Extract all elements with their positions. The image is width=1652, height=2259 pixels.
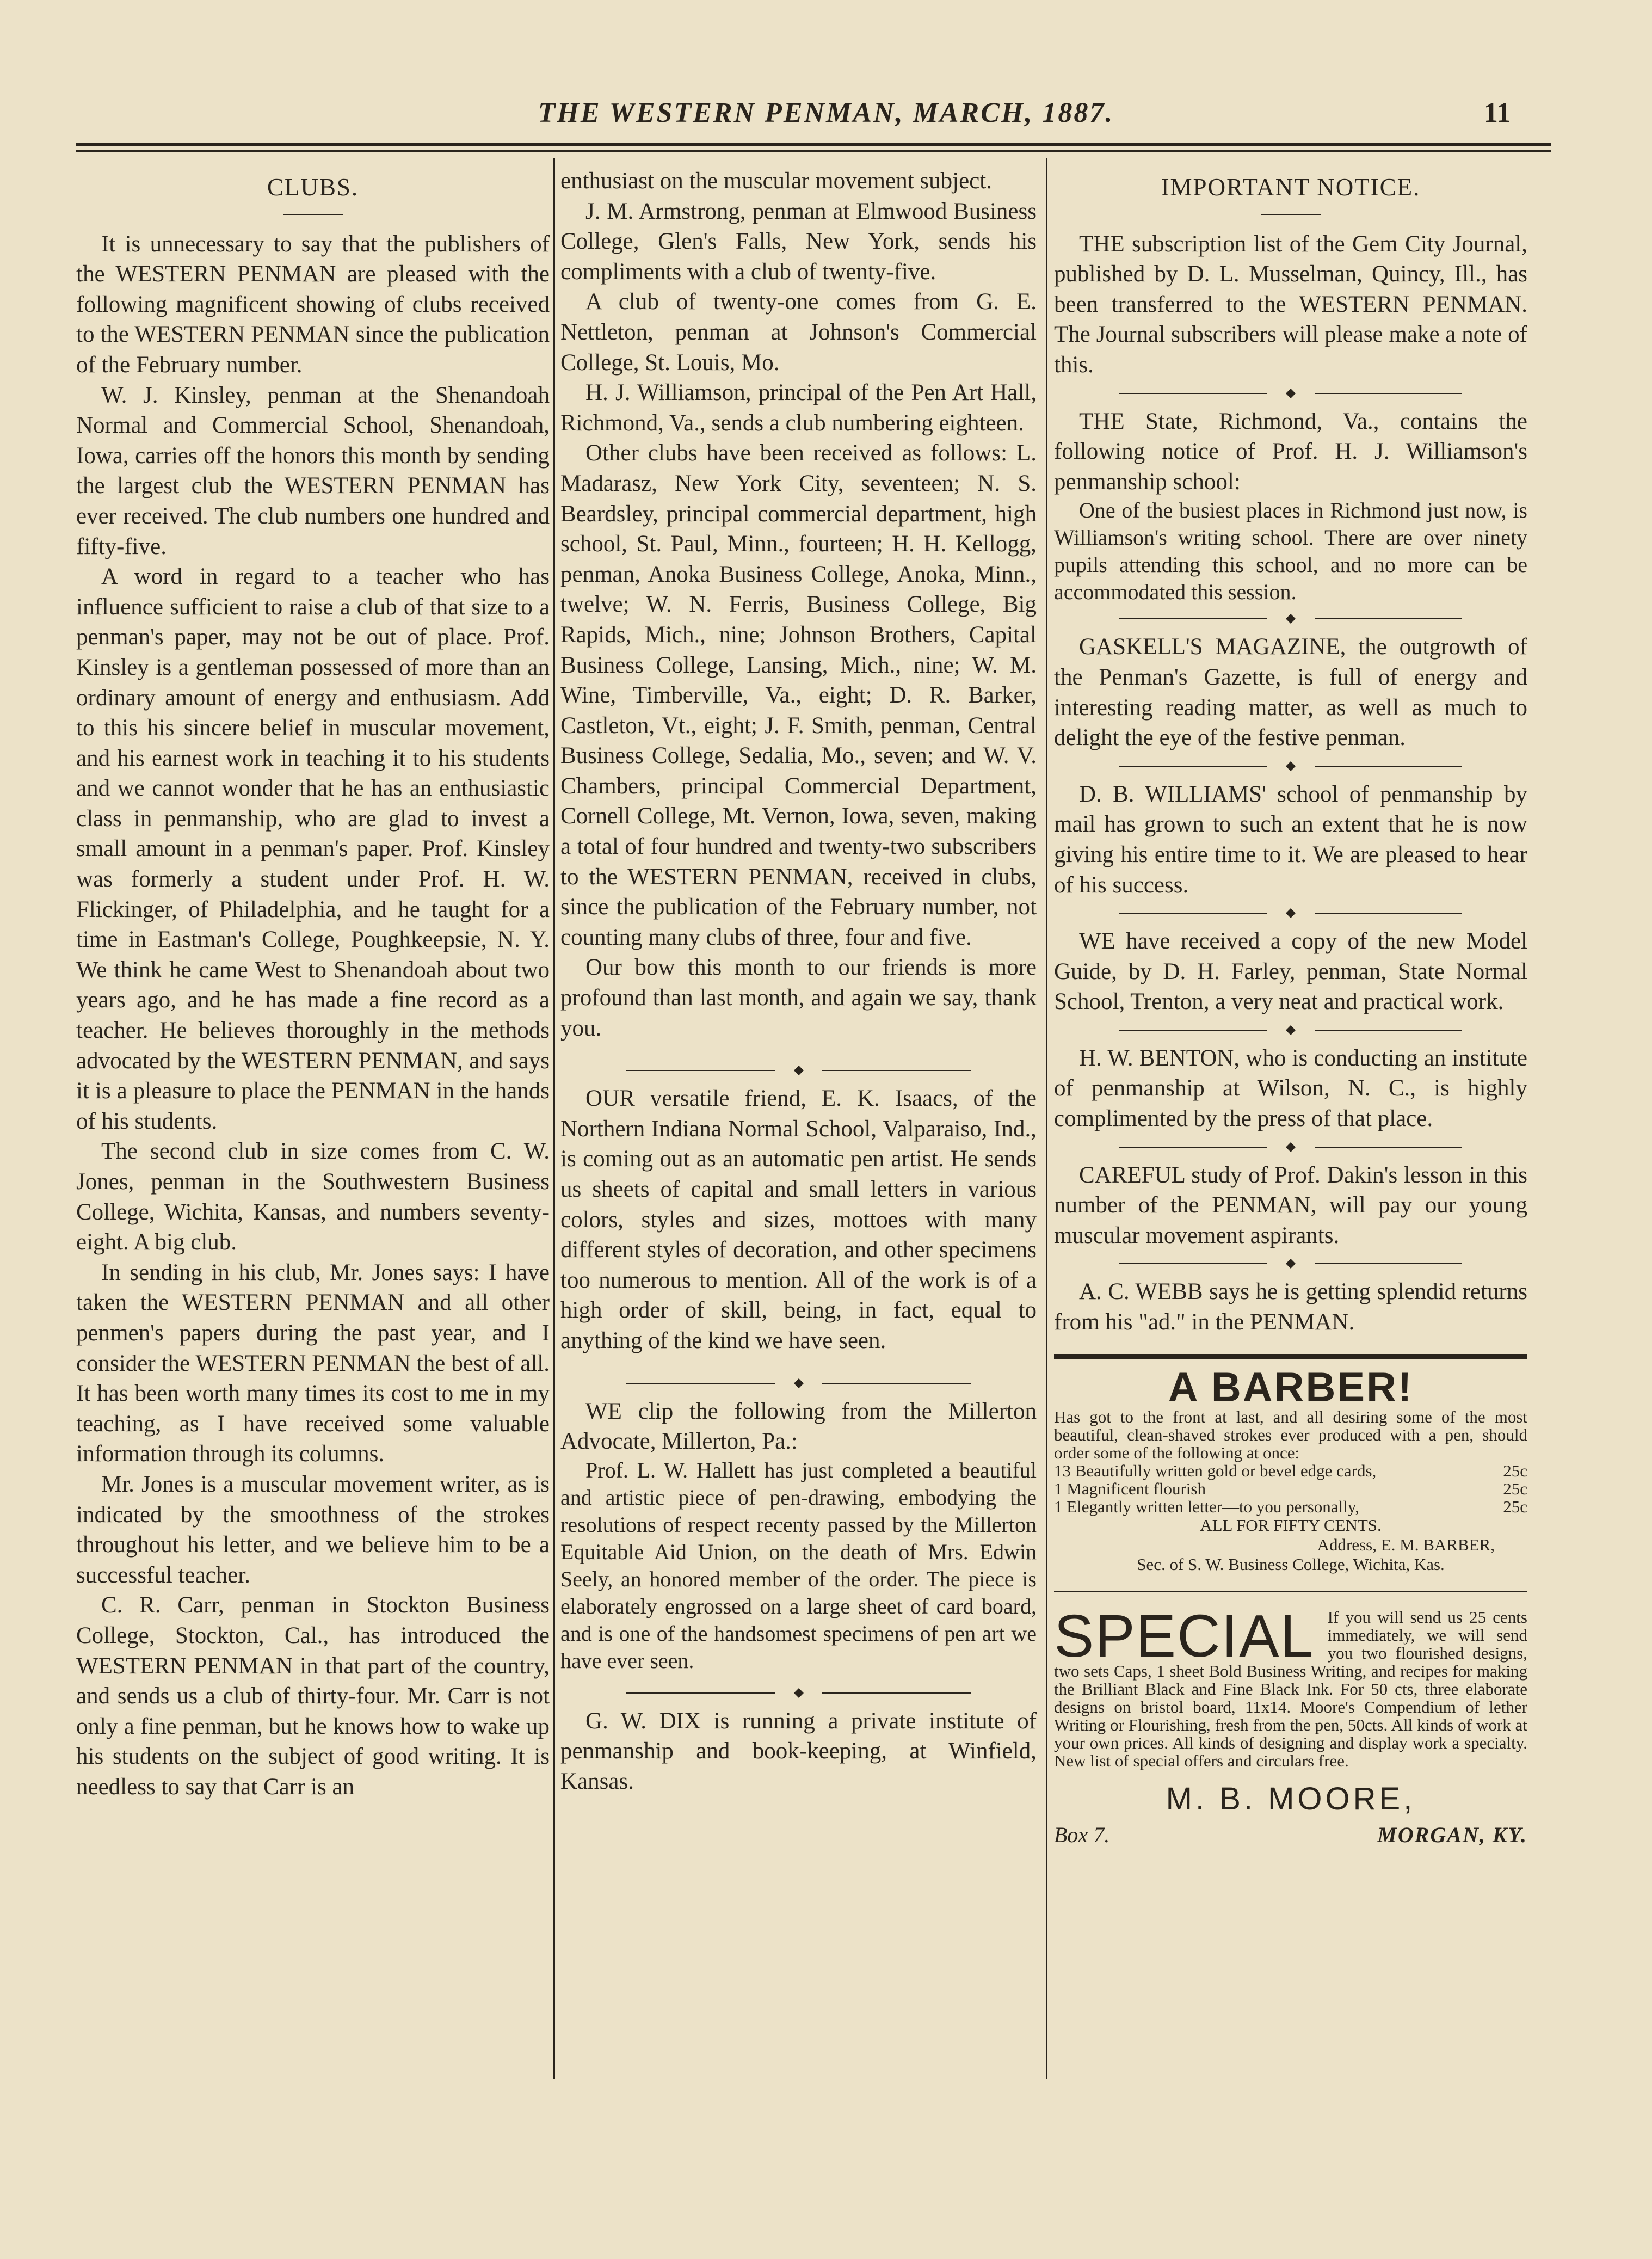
barber-ad-item — [1054, 1462, 1527, 1480]
state-quote: One of the busiest places in Richmond just now, is Williamson's writing school. There are over ninety pupils attending this school, and no more can be accommodated this session. — [1054, 498, 1527, 605]
special-ad-address — [1054, 1820, 1527, 1850]
clubs-paragraph: enthusiast on the muscular movement subject. — [560, 168, 992, 194]
clubs-paragraph: Mr. Jones is a muscular movement writer, as is indicated by the smoothness of the strokes throughout his letter, and we believe him to be a successful teacher. — [76, 1471, 550, 1588]
ornament-separator — [1054, 606, 1527, 632]
dix-paragraph: G. W. DIX is running a private institute of penmanship and book-keeping, at Winfield, Kansas. — [560, 1708, 1037, 1794]
special-ad-box: Box 7. — [1054, 1822, 1110, 1847]
clip-intro-paragraph: WE clip the following from the Millerton Advocate, Millerton, Pa.: — [560, 1398, 1037, 1455]
ornament-separator — [560, 1057, 1037, 1084]
diamond-ornament-icon — [1285, 387, 1297, 399]
clubs-paragraph: Our bow this month to our friends is more profound than last month, and again we say, thank you. — [560, 955, 1037, 1041]
farley-paragraph: WE have received a copy of the new Model Guide, by D. H. Farley, penman, State Normal School, Trenton, a very neat and practical work. — [1054, 928, 1527, 1015]
ornament-separator — [1054, 900, 1527, 926]
ornament-separator — [1054, 753, 1527, 779]
clubs-paragraph: H. J. Williamson, principal of the Pen Art Hall, Richmond, Va., sends a club numbering eighteen. — [560, 380, 1037, 436]
barber-ad-address: Address, E. M. BARBER, — [1317, 1535, 1495, 1555]
diamond-ornament-icon — [793, 1064, 805, 1076]
header-rule-thick — [76, 143, 1551, 146]
clip-quote-paragraph: Prof. L. W. Hallett has just completed a beautiful and artistic piece of pen-drawing, embodying the resolutions of respect recenty passed by the Millerton Equitable Aid Union, on the death of Mrs. Edwin Seely, an honored member of the order. The piece is elaborately engrossed on a large sheet of card board, and is one of the handsomest specimens of pen art we have ever seen. — [560, 1457, 1037, 1673]
barber-ad-address-line-2: Sec. of S. W. Business College, Wichita, Kas. — [1137, 1555, 1445, 1574]
isaacs-paragraph: OUR versatile friend, E. K. Isaacs, of the Northern Indiana Normal School, Valparaiso, Ind., is coming out as an automatic pen artist. He sends us sheets of capital and small letters in various colors, styles and sizes, mottoes with many different styles of decoration, and other specimens too numerous to mention. All of the work is of a high order of skill, being, in fact, equal to anything of the kind we have seen. — [560, 1086, 1037, 1353]
clubs-paragraph: In sending in his club, Mr. Jones says: I have taken the WESTERN PENMAN and all other penmen's papers during the past year, and I consider the WESTERN PENMAN the best of all. It has been worth many times its cost to me in my teaching, as I have received some valuable information through its columns. — [76, 1259, 550, 1467]
clubs-heading: CLUBS. — [267, 174, 359, 201]
barber-ad-body: Has got to the front at last, and all desiring some of the most beautiful, clean-shaved strokes ever produced with a pen, should order some of the following at once: — [1054, 1407, 1527, 1463]
advertisement-rule — [1054, 1354, 1527, 1359]
notice-heading: IMPORTANT NOTICE. — [1161, 174, 1421, 201]
column-1 — [76, 166, 550, 1802]
diamond-ornament-icon — [1285, 613, 1297, 625]
clubs-paragraph: A word in regard to a teacher who has influence sufficient to raise a club of that size to a penman's paper, may not be out of place. Prof. Kinsley is a gentleman possessed of more than an ordinary amount of energy and enthusiasm. Add to this his sincere belief in muscular movement, and his earnest work in teaching it to his students and we cannot wonder that he has an enthusiastic class in penmanship, who are glad to invest a small amount in a penman's paper. Prof. Kinsley was formerly a student under Prof. H. W. Flickinger, of Philadelphia, and he taught for a time in Eastman's College, Poughkeepsie, N. Y. We think he came West to Shenandoah about two years ago, and he has made a fine record as a teacher. He believes thoroughly in the methods advocated by the WESTERN PENMAN, and says it is a pleasure to place the PENMAN in the hands of his students. — [76, 564, 550, 1134]
special-ad-name: M. B. MOORE, — [1166, 1781, 1416, 1817]
diamond-ornament-icon — [793, 1687, 805, 1699]
special-ad-heading: SPECIAL — [1054, 1603, 1315, 1670]
state-paragraph: THE State, Richmond, Va., contains the following notice of Prof. H. J. Williamson's penmanship school: — [1054, 408, 1527, 495]
item-price: 25c — [1503, 1461, 1527, 1481]
ornament-separator — [1054, 380, 1527, 407]
special-ad-body: If you will send us 25 cents immediately, we will send you two flourished designs, two sets Caps, 1 sheet Bold Business Writing, and recipes for making the Brilliant Black and Fine Black Ink. For 50 cts, three elaborate designs on bristol board, 11x14. Moore's Compendium of lether Writing or Flourishing, fresh from the pen, 50cts. All kinds of work at your own prices. All kinds of designing and display work a specialty. New list of special offers and circulars free. — [1054, 1608, 1527, 1771]
clubs-paragraph: Other clubs have been received as follows: L. Madarasz, New York City, seventeen; N. S. Beardsley, principal commercial department, high school, St. Paul, Minn., fourteen; H. H. Kellogg, penman, Anoka Business College, Anoka, Minn., twelve; W. N. Ferris, Business College, Big Rapids, Mich., nine; Johnson Brothers, Capital Business College, Lansing, Mich., nine; W. M. Wine, Timberville, Va., eight; D. R. Barker, Castleton, Vt., eight; J. F. Smith, penman, Central Business College, Sedalia, Mo., seven; and W. V. Chambers, principal Commercial Department, Cornell College, Mt. Vernon, Iowa, seven, making a total of four hundred and twenty-two subscribers to the WESTERN PENMAN, received in clubs, since the publication of the February number, not counting many clubs of three, four and five. — [560, 440, 1037, 950]
diamond-ornament-icon — [1285, 1024, 1297, 1036]
clubs-paragraph: The second club in size comes from C. W. Jones, penman in the Southwestern Business College, Wichita, Kansas, and numbers seventy-eight. A big club. — [76, 1138, 550, 1255]
column-3 — [1054, 166, 1527, 1850]
heading-rule — [1261, 214, 1321, 215]
benton-paragraph: H. W. BENTON, who is conducting an institute of penmanship at Wilson, N. C., is highly complimented by the press of that place. — [1054, 1045, 1527, 1132]
diamond-ornament-icon — [1285, 1258, 1297, 1270]
diamond-ornament-icon — [1285, 1141, 1297, 1153]
item-label: 1 Elegantly written letter—to you personally, — [1054, 1497, 1360, 1517]
barber-ad-title: A BARBER! — [1168, 1364, 1414, 1411]
ornament-separator — [560, 1680, 1037, 1706]
heading-rule — [283, 214, 343, 215]
item-label: 1 Magnificent flourish — [1054, 1479, 1206, 1499]
barber-ad-offer: ALL FOR FIFTY CENTS. — [1200, 1516, 1382, 1535]
advertisement-divider — [1054, 1591, 1527, 1592]
header-rule-thin — [76, 150, 1551, 152]
notice-paragraph: THE subscription list of the Gem City Journal, published by D. L. Musselman, Quincy, Ill., has been transferred to the WESTERN PENMAN. The Journal subscribers will please make a note of this. — [1054, 231, 1527, 378]
column-2 — [560, 166, 1037, 1797]
gaskell-paragraph: GASKELL'S MAGAZINE, the outgrowth of the Penman's Gazette, is full of energy and interesting reading matter, as well as much to delight the eye of the festive penman. — [1054, 634, 1527, 751]
ornament-separator — [1054, 1017, 1527, 1043]
column-divider-1 — [553, 158, 555, 2079]
diamond-ornament-icon — [1285, 760, 1297, 772]
clubs-paragraph: J. M. Armstrong, penman at Elmwood Business College, Glen's Falls, New York, sends his compliments with a club of twenty-five. — [560, 198, 1037, 285]
clubs-paragraph: C. R. Carr, penman in Stockton Business College, Stockton, Cal., has introduced the WESTERN PENMAN in that part of the country, and sends us a club of thirty-four. Mr. Carr is not only a fine penman, but he knows how to wake up his students on the subject of good writing. It is needless to say that Carr is an — [76, 1592, 550, 1800]
special-advertisement — [1054, 1603, 1527, 1850]
clubs-paragraph: It is unnecessary to say that the publishers of the WESTERN PENMAN are pleased with the following magnificent showing of clubs received to the WESTERN PENMAN since the publication of the February number. — [76, 231, 550, 378]
special-ad-town: MORGAN, KY. — [1377, 1822, 1527, 1847]
item-label: 13 Beautifully written gold or bevel edge cards, — [1054, 1461, 1377, 1481]
williams-paragraph: D. B. WILLIAMS' school of penmanship by mail has grown to such an extent that he is now giving his entire time to it. We are pleased to hear of his success. — [1054, 781, 1527, 898]
barber-advertisement — [1054, 1364, 1527, 1575]
dakin-paragraph: CAREFUL study of Prof. Dakin's lesson in this number of the PENMAN, will pay our young muscular movement aspirants. — [1054, 1162, 1527, 1248]
item-price: 25c — [1503, 1479, 1527, 1499]
diamond-ornament-icon — [793, 1377, 805, 1389]
barber-ad-item — [1054, 1480, 1527, 1498]
page-number: 11 — [1483, 97, 1511, 128]
webb-paragraph: A. C. WEBB says he is getting splendid returns from his "ad." in the PENMAN. — [1054, 1279, 1527, 1335]
column-divider-2 — [1046, 158, 1047, 2079]
page-header-title: THE WESTERN PENMAN, MARCH, 1887. — [538, 97, 1114, 128]
barber-ad-item — [1054, 1498, 1527, 1516]
ornament-separator — [1054, 1251, 1527, 1277]
item-price: 25c — [1503, 1497, 1527, 1517]
diamond-ornament-icon — [1285, 907, 1297, 919]
clubs-paragraph: A club of twenty-one comes from G. E. Nettleton, penman at Johnson's Commercial College, St. Louis, Mo. — [560, 289, 1037, 376]
clubs-paragraph: W. J. Kinsley, penman at the Shenandoah Normal and Commercial School, Shenandoah, Iowa, carries off the honors this month by sending the largest club the WESTERN PENMAN has ever received. The club numbers one hundred and fifty-five. — [76, 382, 550, 559]
ornament-separator — [560, 1370, 1037, 1396]
ornament-separator — [1054, 1134, 1527, 1160]
